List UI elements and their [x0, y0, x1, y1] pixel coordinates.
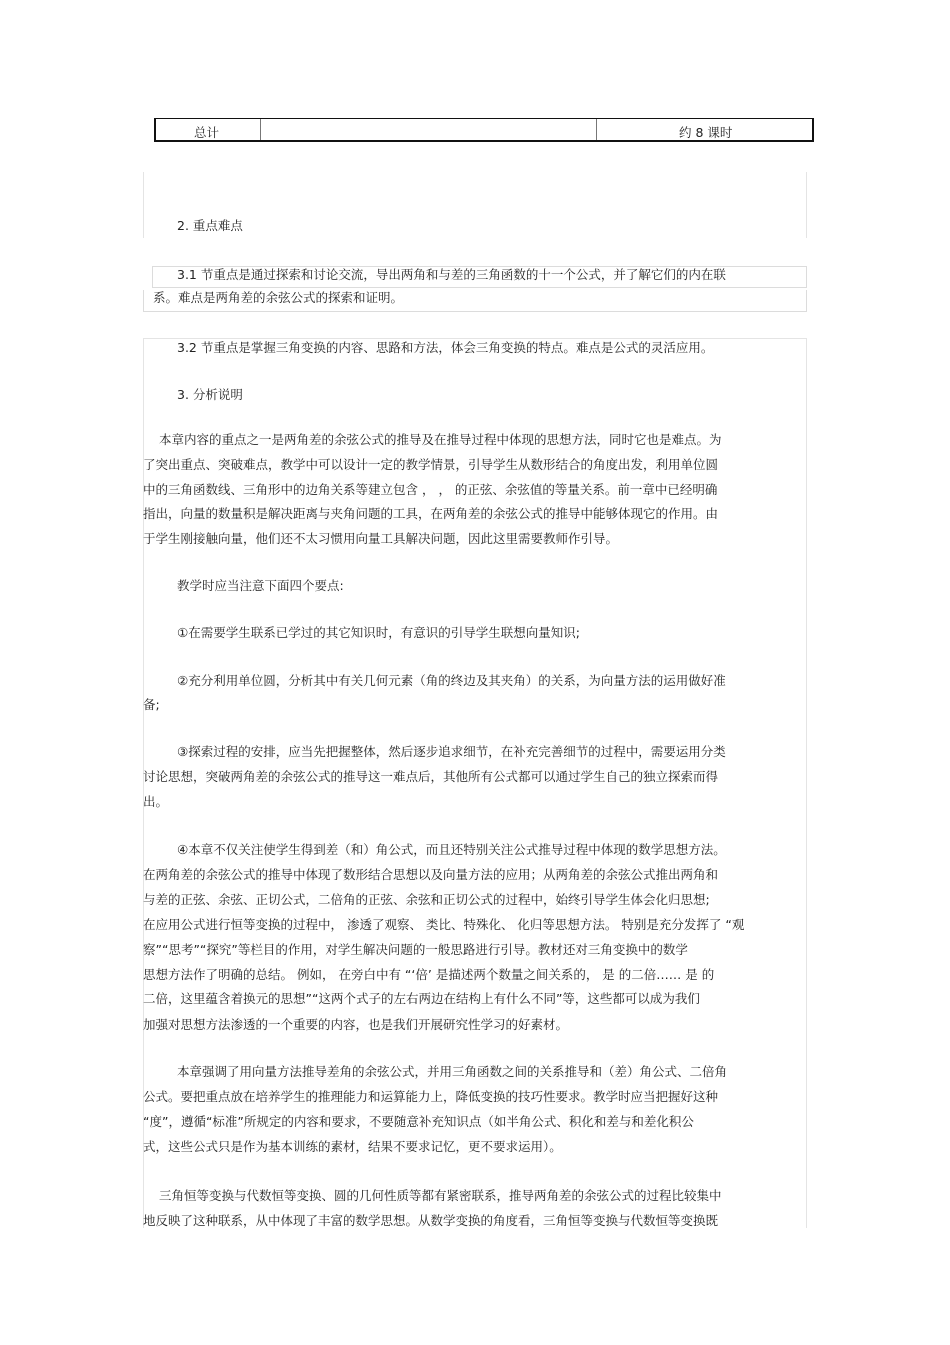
point2-line2: 备;	[143, 697, 160, 712]
para1-line3: 中的三角函数线、三角形中的边角关系等建立包含 ， ， 的正弦、余弦值的等量关系。前一章中已经明确	[143, 482, 718, 497]
point4-line4: 在应用公式进行恒等变换的过程中， 渗透了观察、 类比、特殊化、 化归等思想方法。 特别是充分发挥了 “观	[143, 917, 745, 932]
point4-line7: 二倍，这里蕴含着换元的思想”“这两个式子的左右两边在结构上有什么不同”等，这些都可以成为我们	[143, 991, 700, 1006]
frame-line-body-right	[806, 338, 807, 1228]
para1-line5: 于学生刚接触向量，他们还不太习惯用向量工具解决问题，因此这里需要教师作引导。	[143, 531, 619, 546]
point2-line1: ②充分利用单位圆，分析其中有关几何元素（角的终边及其夹角）的关系，为向量方法的运用做好准	[177, 673, 726, 688]
para3-line4: 式，这些公式只是作为基本训练的素材，结果不要求记忆，更不要求运用）。	[143, 1139, 562, 1154]
section-heading-3: 3. 分析说明	[177, 387, 243, 402]
section-31-line1: 3.1 节重点是通过探索和讨论交流，导出两角和与差的三角函数的十一个公式，并了解它们的内在联	[177, 267, 726, 282]
para1-line4: 指出，向量的数量积是解决距离与夹角问题的工具，在两角差的余弦公式的推导中能够体现它的作用。由	[143, 506, 719, 521]
cell-text-hours: 约 8 课时	[679, 125, 733, 140]
point4-line5: 察”“思考”“探究”等栏目的作用，对学生解决问题的一般思路进行引导。教材还对三角变换中的数学	[143, 942, 688, 957]
para3-line2: 公式。要把重点放在培养学生的推理能力和运算能力上，降低变换的技巧性要求。教学时应当把握好这种	[143, 1089, 719, 1104]
para3-line1: 本章强调了用向量方法推导差角的余弦公式，并用三角函数之间的关系推导和（差）角公式、二倍角	[177, 1064, 728, 1079]
point4-line6: 思想方法作了明确的总结。 例如， 在旁白中有 “‘倍’ 是描述两个数量之间关系的， 是 的二倍…… 是 的	[143, 967, 715, 982]
point3-line1: ③探索过程的安排，应当先把握整体，然后逐步追求细节，在补充完善细节的过程中，需要运用分类	[177, 744, 726, 759]
para1-line1: 本章内容的重点之一是两角差的余弦公式的推导及在推导过程中体现的思想方法，同时它也是难点。为	[159, 432, 722, 447]
para4-line2: 地反映了这种联系，从中体现了丰富的数学思想。从数学变换的角度看，三角恒等变换与代数恒等变换既	[143, 1213, 719, 1228]
point4-line8: 加强对思想方法渗透的一个重要的内容，也是我们开展研究性学习的好素材。	[143, 1017, 569, 1032]
point4-line3: 与差的正弦、余弦、正切公式，二倍角的正弦、余弦和正切公式的过程中，始终引导学生体会化归思想;	[143, 892, 710, 907]
point3-line2: 讨论思想，突破两角差的余弦公式的推导这一难点后，其他所有公式都可以通过学生自己的独立探索而得	[143, 769, 719, 784]
para2-line: 教学时应当注意下面四个要点:	[177, 578, 344, 593]
summary-table-row	[154, 118, 814, 142]
point1-line: ①在需要学生联系已学过的其它知识时，有意识的引导学生联想向量知识;	[177, 625, 580, 640]
frame-line-right	[806, 172, 807, 238]
section-heading-2: 2. 重点难点	[177, 218, 243, 233]
point4-line1: ④本章不仅关注使学生得到差（和）角公式，而且还特别关注公式推导过程中体现的数学思想方法。	[177, 842, 726, 857]
frame-line-left	[143, 172, 144, 238]
table-cell-hours	[597, 119, 812, 140]
para1-line2: 了突出重点、突破难点，教学中可以设计一定的教学情景，引导学生从数形结合的角度出发，利用单位圆	[143, 457, 719, 472]
table-cell-label	[156, 119, 261, 140]
point4-line2: 在两角差的余弦公式的推导中体现了数形结合思想以及向量方法的应用；从两角差的余弦公式推出两角和	[143, 867, 719, 882]
table-cell-empty	[261, 119, 597, 140]
section-31-line2: 系。难点是两角差的余弦公式的探索和证明。	[153, 290, 404, 305]
section-32-line1: 3.2 节重点是掌握三角变换的内容、思路和方法，体会三角变换的特点。难点是公式的灵活应用。	[177, 340, 714, 355]
para4-line1: 三角恒等变换与代数恒等变换、圆的几何性质等都有紧密联系，推导两角差的余弦公式的过程比较集中	[159, 1188, 722, 1203]
point3-line3: 出。	[143, 794, 169, 809]
para3-line3: “度”，遵循“标准”所规定的内容和要求，不要随意补充知识点（如半角公式、积化和差与和差化积公	[143, 1114, 694, 1129]
cell-text-total: 总计	[194, 125, 220, 140]
frame-line-body-top	[143, 338, 807, 339]
